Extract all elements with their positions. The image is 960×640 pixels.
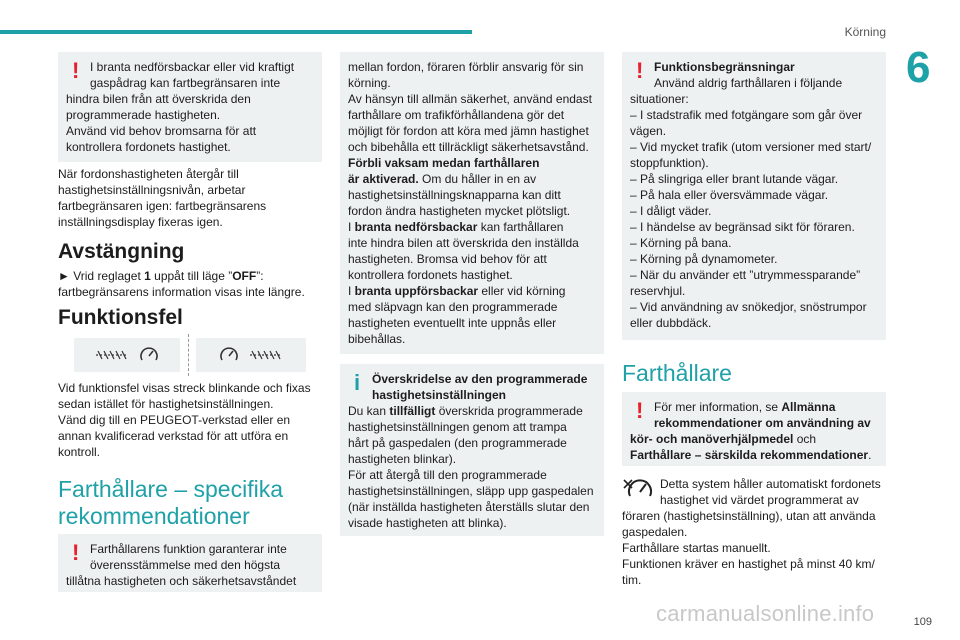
reference-link[interactable]: rekommendationer om användning av [654,416,871,430]
text-span: I [348,284,355,298]
heading-line: rekommendationer [58,503,250,529]
info-box-override [340,364,604,536]
text-span-bold: är aktiverad. [348,172,419,186]
warning-box-cruise [58,534,322,592]
text-line: kontrollera fordonets hastighet. [348,268,513,282]
warning-box-downhill [58,52,322,162]
warning-text: programmerade hastigheten. [66,108,221,122]
text-line: gaspedalen. [622,525,688,539]
warning-text: Farthållarens funktion garanterar inte [90,542,287,556]
warning-box-continued [340,52,604,354]
heading-farthallare: Farthållare [622,360,732,386]
text-line: hastighetsinställningsnivån, arbetar [58,183,246,197]
list-item: vägen. [630,124,667,138]
list-item: – När du använder ett ”utrymmessparande” [630,268,861,282]
text-line: kontroll. [58,445,101,459]
text-line: hårt på gaspedalen (den programmerade [348,436,567,450]
text-line: situationer: [630,92,689,106]
text-line: körning. [348,76,391,90]
warning-text: I branta nedförsbackar eller vid kraftigt [90,60,295,74]
control-number: 1 [144,269,151,283]
info-title: Överskridelse av den programmerade [372,372,588,386]
warning-text: gaspådrag kan fartbegränsaren inte [90,76,281,90]
text-line: fartbegränsaren igen: fartbegränsarens [58,199,267,213]
text-line: sedan istället för hastighetsinställningen. [58,397,274,411]
figure-divider [188,334,189,376]
list-item: – Körning på dynamometer. [630,252,778,266]
list-item: – I stadstrafik med fotgängare som går över [630,108,863,122]
text-line: Funktionen kräver en hastighet på minst 40 km/ [622,557,875,571]
text-span: överskrida programmerade [435,404,583,418]
text-line: Vänd dig till en PEUGEOT-verkstad eller en [58,413,291,427]
text-line: hastighetsinställningsknapparna kan ditt [348,188,561,202]
reference-link[interactable]: Allmänna [781,400,836,414]
warning-title: Funktionsbegränsningar [654,60,795,74]
list-item: – Vid användning av snökedjor, snöstrumpor [630,300,867,314]
dashes-icon [94,348,130,362]
reference-link[interactable]: kör- och manöverhjälpmedel [630,432,794,446]
warning-icon: ! [636,58,644,83]
warning-icon: ! [72,540,80,565]
text-span: och [793,432,817,446]
text-line: fordon ändra hastigheten mycket plötsligt. [348,204,571,218]
text-span: uppåt till läge ” [150,269,233,283]
text-line: hastighetsinställningen genom att trampa [348,420,567,434]
warning-icon: ! [72,58,80,83]
text-span: I [348,220,355,234]
text-line: inställningsdisplay fixeras igen. [58,215,223,229]
list-item: – I dåligt väder. [630,204,712,218]
text-line: tim. [622,573,642,587]
text-line: inte hindra bilen att överskrida den inställda [348,236,579,250]
text-line: Farthållare startas manuellt. [622,541,771,555]
text-span-bold: tillfälligt [389,404,436,418]
list-item: – I händelse av begränsad sikt för föraren. [630,220,855,234]
text-line: annan kvalificerad verkstad för att utföra en [58,429,289,443]
text-line: Vid funktionsfel visas streck blinkande och fixas [58,381,311,395]
speedometer-icon [218,344,240,366]
text-span: För mer information, se [654,400,782,414]
body-paragraph [58,380,332,460]
display-figure-right [196,338,306,372]
warning-text: kontrollera fordonets hastighet. [66,140,231,154]
heading-funktionsfel: Funktionsfel [58,306,183,329]
body-paragraph [622,476,890,588]
list-item: – Vid mycket trafik (utom versioner med start/ [630,140,872,154]
info-icon: i [354,370,361,395]
warning-icon: ! [636,398,644,423]
text-line: Av hänsyn till allmän säkerhet, använd endast [348,92,592,106]
section-title: Körning [844,25,886,39]
watermark: carmanualsonline.info [656,601,875,626]
text-line: hastigheten blinkar). [348,452,457,466]
text-line: med släpvagn kan den programmerade [348,300,558,314]
text-span: ► Vrid reglaget [58,269,145,283]
text-span: kan farthållaren [477,220,564,234]
list-item: stoppfunktion). [630,156,709,170]
list-item: reservhjul. [630,284,686,298]
text-line: hastigheten. Bromsa vid behov för att [348,252,547,266]
text-span: ”: [256,269,264,283]
text-line: hastighet vid värdet programmerat av [660,493,859,507]
list-item: – På hala eller översvämmade vägar. [630,188,829,202]
text-line: (när inställda hastigheten återställs slutar den [348,500,590,514]
text-line: visade hastigheten att blinka). [348,516,507,530]
text-span: eller vid körning [478,284,566,298]
text-span-bold: branta uppförsbackar [354,284,479,298]
text-line: hastighetsinställningen, släpp upp gaspedalen [348,484,594,498]
list-item: – Körning på bana. [630,236,732,250]
reference-link[interactable]: Farthållare – särskilda rekommendationer [630,448,869,462]
instruction-turn-off [58,268,328,300]
header-accent-bar [0,30,472,34]
text-line: mellan fordon, föraren förblir ansvarig för sin [348,60,584,74]
list-item: – På slingriga eller brant lutande vägar. [630,172,839,186]
text-span: Du kan [348,404,390,418]
heading-specific-recommendations [58,476,283,530]
heading-avstangning: Avstängning [58,240,185,263]
text-line: farthållare om trafikförhållandena gör det [348,108,565,122]
list-item: eller dubbdäck. [630,316,712,330]
warning-text: tillåtna hastigheten och säkerhetsavståndet [66,574,297,588]
text-span: . [868,448,872,462]
text-span: Om du håller in en av [418,172,537,186]
text-line: föraren (hastighetsinställning), utan att använda [622,509,876,523]
warning-text: Använd vid behov bromsarna för att [66,124,257,138]
text-line-bold: Förbli vaksam medan farthållaren [348,156,540,170]
warning-box-more-info [622,392,886,466]
text-line: hastigheten eventuellt inte uppnås eller [348,316,557,330]
text-line: Använd aldrig farthållaren i följande [654,76,843,90]
text-line: För att återgå till den programmerade [348,468,547,482]
text-line: möjligt för fordon att köra med jämn hastighet [348,124,589,138]
text-line: bibehållas. [348,332,406,346]
text-line: och bibehålla ett tillräckligt säkerhetsavstånd. [348,140,589,154]
chapter-number: 6 [906,43,931,92]
warning-text: överensstämmelse med den högsta [90,558,281,572]
text-line: fartbegränsarens information visas inte längre. [58,285,305,299]
info-title: hastighetsinställningen [372,388,507,402]
page-number: 109 [913,616,932,628]
off-position-label: OFF [232,269,257,283]
text-line: När fordonshastigheten återgår till [58,167,239,181]
warning-text: hindra bilen från att överskrida den [66,92,251,106]
heading-line: Farthållare – specifika [58,476,283,502]
text-span-bold: branta nedförsbackar [354,220,478,234]
dashes-icon [248,348,284,362]
text-line: Detta system håller automatiskt fordonets [660,477,881,491]
warning-box-limitations [622,52,886,340]
speedometer-icon [138,344,160,366]
display-figure-left [74,338,180,372]
body-paragraph [58,166,328,230]
